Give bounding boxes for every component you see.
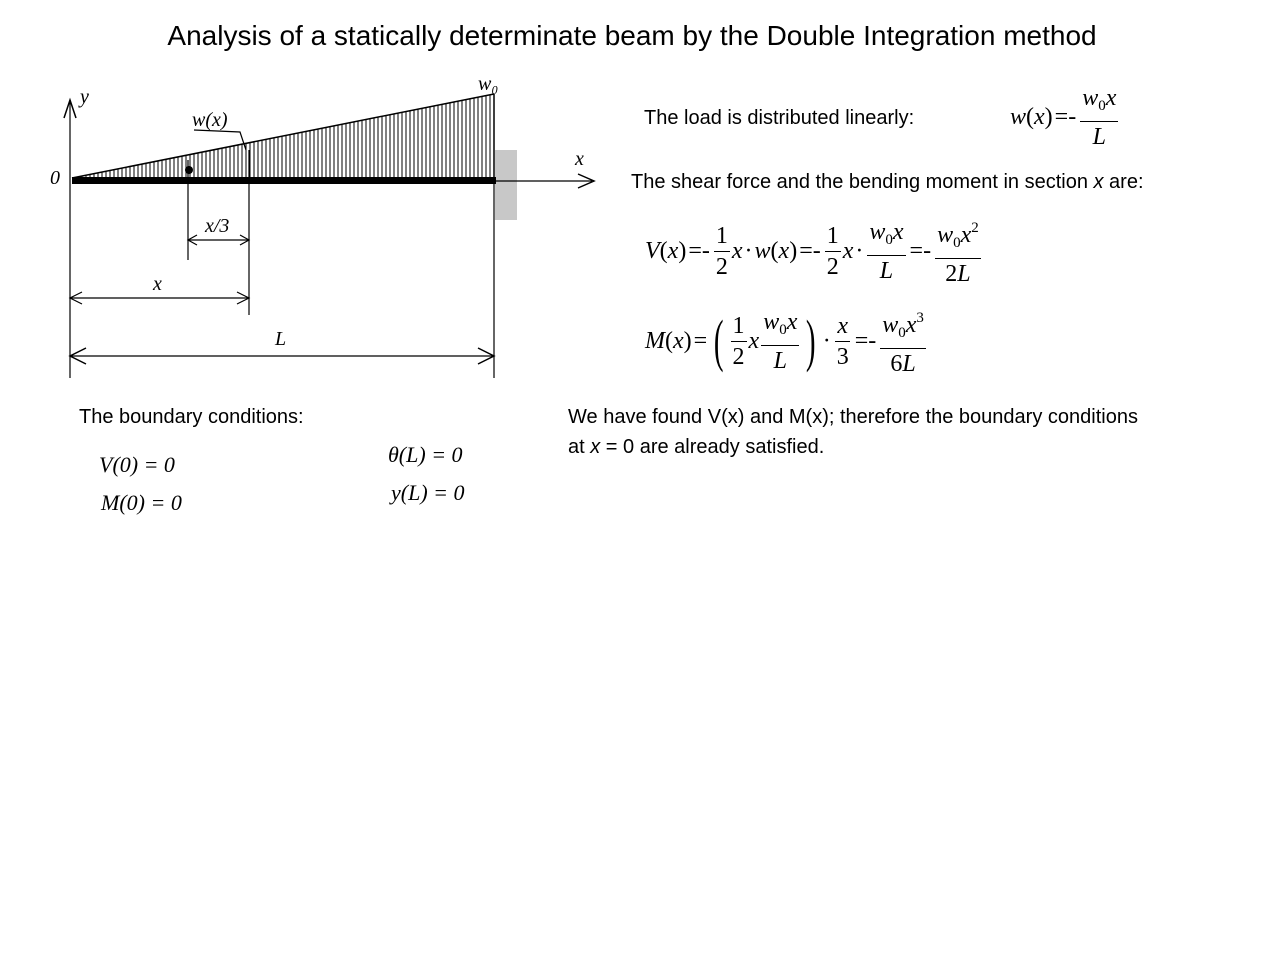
load-description: The load is distributed linearly:	[644, 107, 915, 129]
w0-label: w₀	[478, 73, 499, 95]
L-dimension-label: L	[275, 328, 287, 350]
load-fraction: $\frac{w_0x}{L}$	[1082, 85, 1117, 150]
shear-force-equation: V ( x ) =- $\frac{1}{2}$ x · w ( x ) =- $\frac{1}{2}$ x · $\frac{w_0x}{L}$ =- $\frac{w_0x^2}{2L}$	[645, 214, 983, 288]
note-text-var: x	[590, 436, 601, 458]
shear-text-before: The shear force and the bending moment in section	[631, 171, 1094, 193]
note-text-after: = 0 are already satisfied.	[600, 436, 825, 458]
page-title: Analysis of a statically determinate beam by the Double Integration method	[167, 20, 1097, 51]
origin-label: 0	[50, 167, 60, 189]
bc-moment-zero: M(0) = 0	[101, 490, 182, 515]
note-line-2	[568, 436, 824, 459]
bending-moment-equation: M ( x ) = ( $\frac{1}{2}$ x $\frac{w_0x}{L}$ ) · $\frac{x}{3}$ =- $\frac{w_0x^3}{6L}$	[645, 304, 928, 378]
wx-label: w(x)	[192, 109, 228, 131]
x-axis-label: x	[575, 148, 584, 170]
shear-text-after: are:	[1103, 171, 1144, 193]
load-slope-line	[72, 94, 494, 178]
shear-moment-description	[631, 171, 1144, 194]
x-dimension-label: x	[153, 273, 162, 295]
bc-slope-zero: θ(L) = 0	[388, 442, 463, 467]
x3-label: x/3	[205, 215, 230, 237]
bc-shear-zero: V(0) = 0	[99, 452, 175, 477]
bc-deflection-zero: y(L) = 0	[391, 480, 465, 505]
resultant-point	[185, 166, 193, 174]
y-axis-label: y	[80, 86, 89, 108]
beam-diagram	[40, 72, 650, 382]
boundary-heading: The boundary conditions:	[79, 406, 304, 428]
load-equation: w ( x ) =- $\frac{w_0x}{L}$	[1010, 85, 1117, 150]
shear-text-var: x	[1093, 171, 1104, 193]
note-text-before: at	[568, 436, 591, 458]
note-line-1: We have found V(x) and M(x); therefore the boundary conditions	[568, 406, 1138, 428]
fixed-support	[495, 150, 517, 220]
beam	[72, 177, 496, 184]
